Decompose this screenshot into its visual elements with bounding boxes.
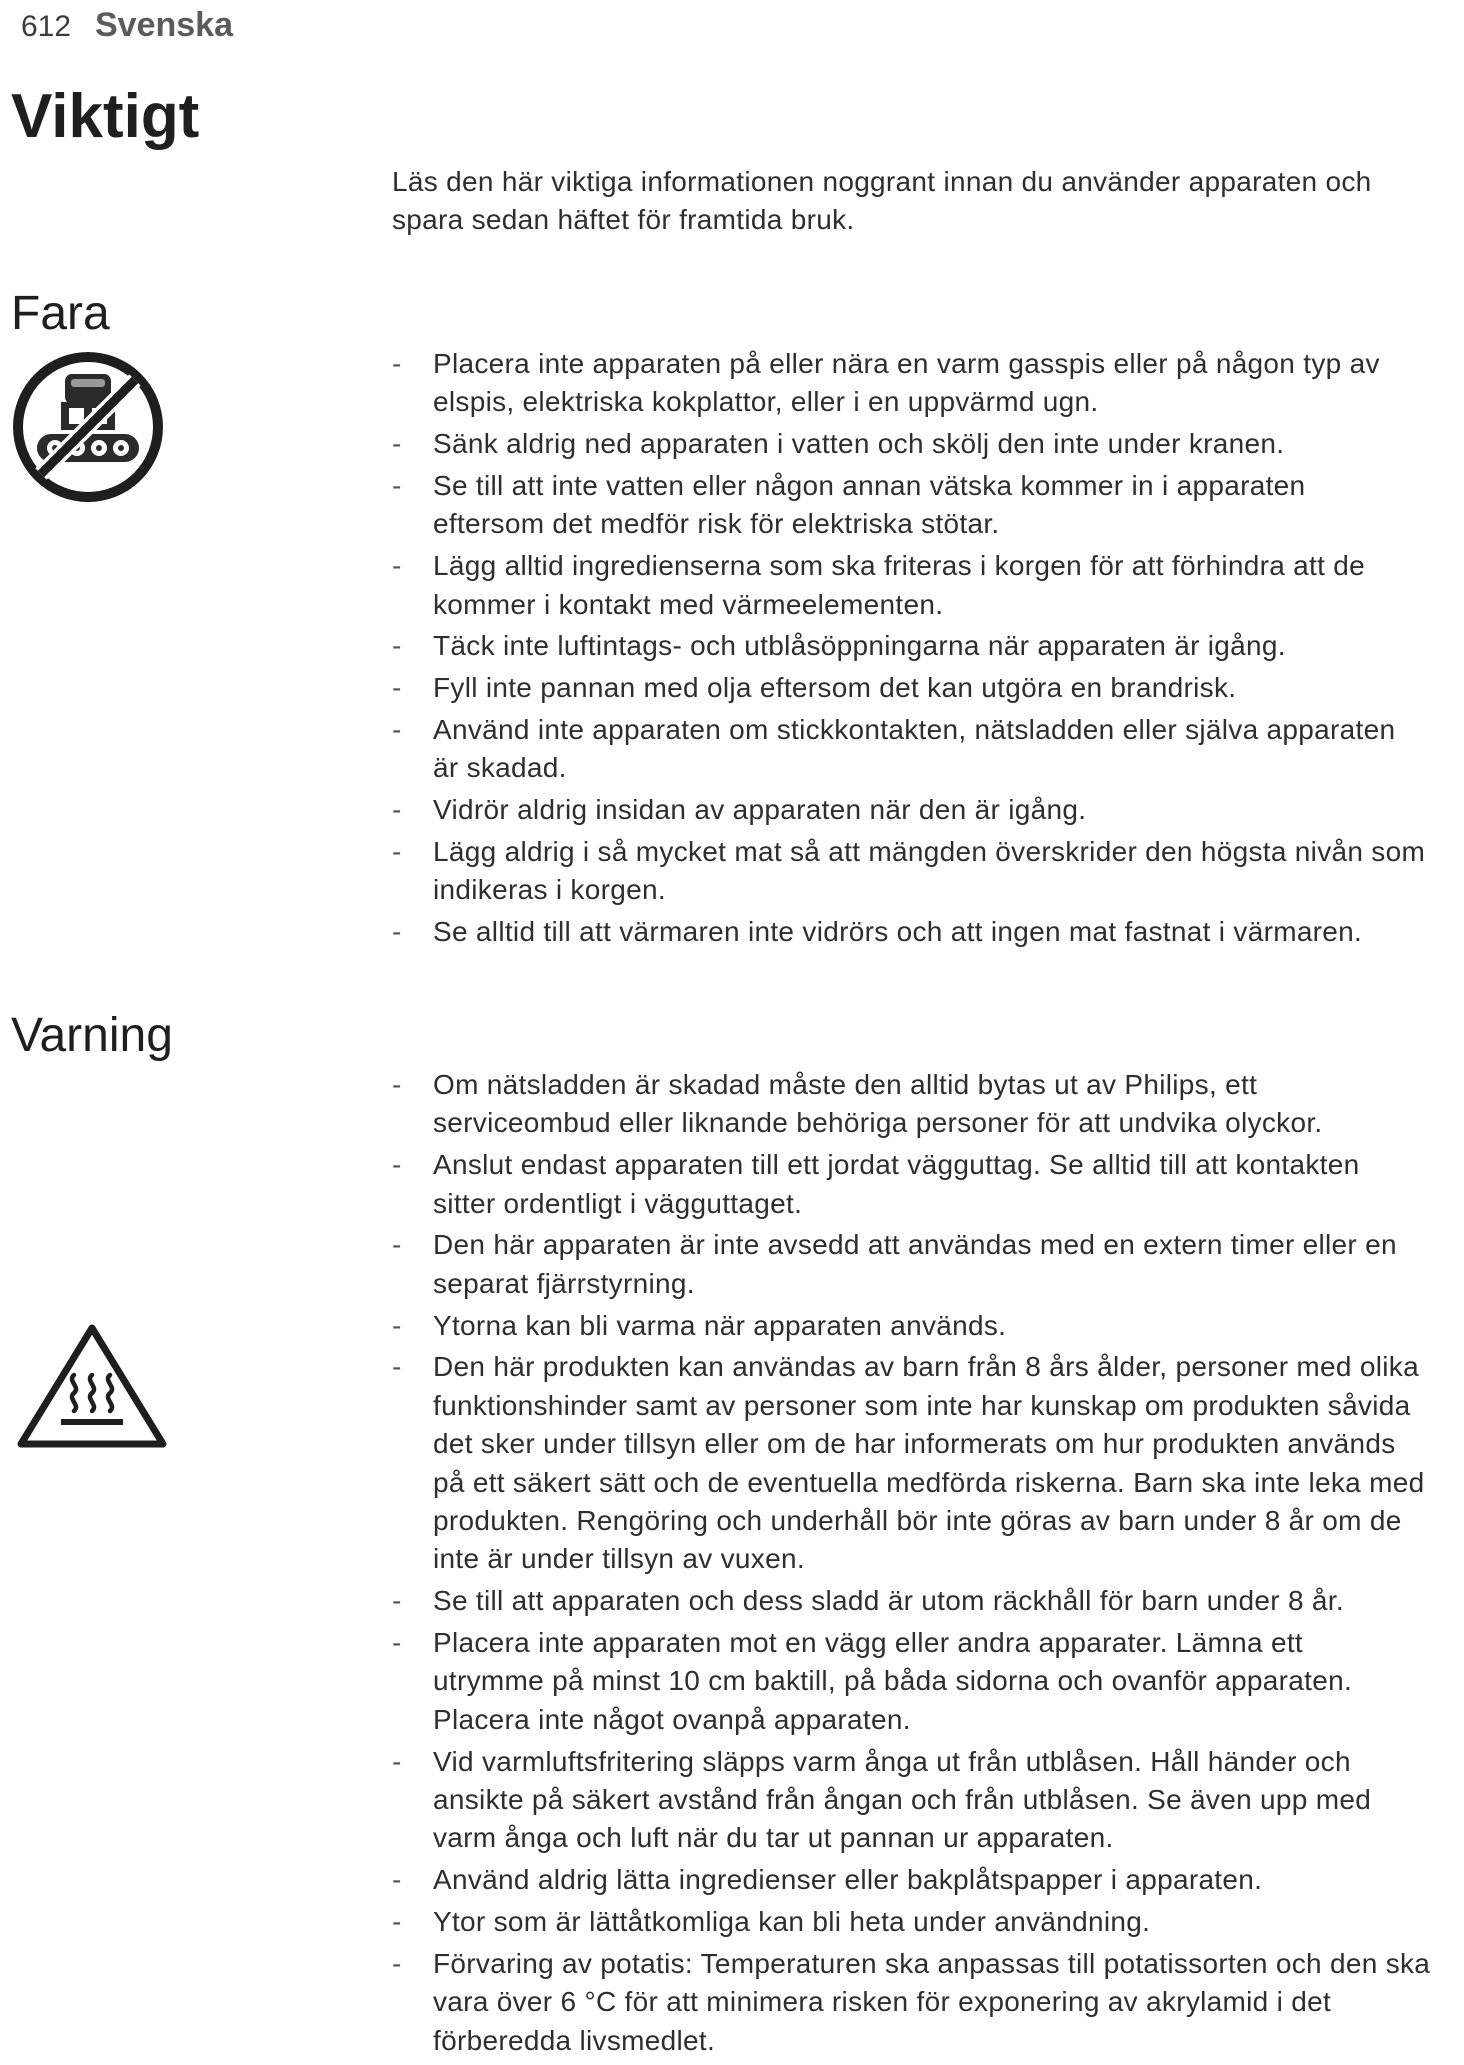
varning-item-line: Placera inte något ovanpå apparaten. bbox=[433, 1703, 911, 1735]
varning-item-3 bbox=[392, 1226, 1458, 1303]
varning-list bbox=[392, 1066, 1458, 2060]
fara-item-line: Se till att inte vatten eller någon annan vätska kommer in i apparaten bbox=[433, 470, 1306, 501]
fara-item-9 bbox=[392, 833, 1458, 910]
fara-item-4 bbox=[392, 547, 1458, 624]
bullet-dash: - bbox=[392, 1627, 402, 1659]
fara-item-1 bbox=[392, 345, 1458, 422]
varning-item-text bbox=[433, 1945, 1458, 2060]
varning-item-text bbox=[433, 1582, 1458, 1620]
varning-item-10 bbox=[392, 1903, 1458, 1941]
varning-item-line: sitter ordentligt i vägguttaget. bbox=[433, 1187, 803, 1219]
fara-item-text bbox=[433, 425, 1458, 463]
fara-item-text bbox=[433, 791, 1458, 829]
fara-item-text bbox=[433, 669, 1458, 707]
intro-line: spara sedan häftet för framtida bruk. bbox=[392, 204, 855, 236]
fara-item-text bbox=[433, 833, 1458, 910]
varning-item-line: Förvaring av potatis: Temperaturen ska anpassas till potatissorten och den ska bbox=[433, 1947, 1431, 1979]
fara-item-line: är skadad. bbox=[433, 752, 567, 784]
no-stovetop-icon bbox=[11, 350, 165, 504]
bullet-dash: - bbox=[392, 794, 402, 826]
fara-item-line: Placera inte apparaten på eller nära en varm gasspis eller på någon typ av bbox=[433, 348, 1380, 379]
fara-item-text bbox=[433, 711, 1458, 788]
section-title-viktigt: Viktigt bbox=[11, 82, 200, 151]
fara-item-text bbox=[433, 913, 1458, 951]
varning-item-line: produkten. Rengöring och underhåll bör inte göras av barn under 8 år om de bbox=[433, 1505, 1402, 1537]
fara-item-text bbox=[433, 467, 1458, 544]
varning-item-line: funktionshinder samt av personer som inte har kunskap om produkten såvida bbox=[433, 1389, 1411, 1421]
bullet-dash: - bbox=[392, 714, 402, 745]
varning-item-line: Den här produkten kan användas av barn från 8 års ålder, personer med olika bbox=[433, 1351, 1419, 1383]
hot-surface-warning-icon bbox=[13, 1319, 171, 1451]
fara-item-line: Vidrör aldrig insidan av apparaten när den är igång. bbox=[433, 794, 1087, 826]
varning-item-5 bbox=[392, 1348, 1458, 1578]
fara-item-8 bbox=[392, 791, 1458, 829]
bullet-dash: - bbox=[392, 1947, 402, 1979]
fara-item-3 bbox=[392, 467, 1458, 544]
fara-item-line: elspis, elektriska kokplattor, eller i en uppvärmd ugn. bbox=[433, 386, 1099, 418]
varning-item-text bbox=[433, 1743, 1458, 1858]
varning-item-line: det sker under tillsyn eller om de har informerats om hur produkten används bbox=[433, 1428, 1396, 1460]
fara-item-line: Fyll inte pannan med olja eftersom det kan utgöra en brandrisk. bbox=[433, 672, 1237, 704]
varning-item-text bbox=[433, 1348, 1458, 1578]
bullet-dash: - bbox=[392, 550, 402, 582]
bullet-dash: - bbox=[392, 348, 402, 379]
varning-item-line: utrymme på minst 10 cm baktill, på båda sidorna och ovanför apparaten. bbox=[433, 1665, 1353, 1697]
section-title-fara: Fara bbox=[11, 287, 110, 340]
varning-item-text bbox=[433, 1307, 1458, 1345]
bullet-dash: - bbox=[392, 1351, 402, 1383]
fara-item-7 bbox=[392, 711, 1458, 788]
varning-item-text bbox=[433, 1903, 1458, 1941]
language-label: Svenska bbox=[95, 6, 233, 44]
bullet-dash: - bbox=[392, 470, 402, 501]
fara-item-text bbox=[433, 547, 1458, 624]
fara-item-2 bbox=[392, 425, 1458, 463]
varning-item-text bbox=[433, 1861, 1458, 1899]
varning-item-line: vara över 6 °C för att minimera risken för exponering av akrylamid i det bbox=[433, 1986, 1332, 2018]
bullet-dash: - bbox=[392, 916, 402, 948]
varning-item-line: Ytorna kan bli varma när apparaten används. bbox=[433, 1309, 1007, 1341]
fara-list bbox=[392, 345, 1458, 952]
varning-item-line: Den här apparaten är inte avsedd att användas med en extern timer eller en bbox=[433, 1229, 1397, 1261]
varning-item-line: separat fjärrstyrning. bbox=[433, 1267, 695, 1299]
fara-item-line: Täck inte luftintags- och utblåsöppningarna när apparaten är igång. bbox=[433, 630, 1286, 662]
varning-item-line: serviceombud eller liknande behöriga personer för att undvika olyckor. bbox=[433, 1107, 1323, 1139]
bullet-dash: - bbox=[392, 1745, 402, 1777]
intro-line: Läs den här viktiga informationen noggrant innan du använder apparaten och bbox=[392, 166, 1372, 197]
bullet-dash: - bbox=[392, 1149, 402, 1181]
varning-item-4 bbox=[392, 1307, 1458, 1345]
fara-item-text bbox=[433, 345, 1458, 422]
bullet-dash: - bbox=[392, 1864, 402, 1896]
bullet-dash: - bbox=[392, 1229, 402, 1261]
fara-item-line: Se alltid till att värmaren inte vidrörs och att ingen mat fastnat i värmaren. bbox=[433, 916, 1363, 948]
bullet-dash: - bbox=[392, 836, 402, 867]
fara-item-text bbox=[433, 627, 1458, 665]
varning-item-line: varm ånga och luft när du tar ut pannan ur apparaten. bbox=[433, 1822, 1114, 1854]
varning-item-line: på ett säkert sätt och de eventuella medförda riskerna. Barn ska inte leka med bbox=[433, 1466, 1425, 1498]
varning-item-line: ansikte på säkert avstånd från ångan och från utblåsen. Se även upp med bbox=[433, 1784, 1372, 1816]
varning-item-line: Se till att apparaten och dess sladd är utom räckhåll för barn under 8 år. bbox=[433, 1585, 1344, 1617]
fara-item-6 bbox=[392, 669, 1458, 707]
bullet-dash: - bbox=[392, 1585, 402, 1617]
varning-item-line: Anslut endast apparaten till ett jordat vägguttag. Se alltid till att kontakten bbox=[433, 1149, 1360, 1181]
varning-item-line: förberedda livsmedlet. bbox=[433, 2024, 716, 2056]
varning-item-text bbox=[433, 1226, 1458, 1303]
fara-item-line: Lägg alltid ingredienserna som ska friteras i korgen för att förhindra att de bbox=[433, 550, 1366, 582]
bullet-dash: - bbox=[392, 1309, 402, 1341]
varning-item-line: Ytor som är lättåtkomliga kan bli heta under användning. bbox=[433, 1906, 1151, 1938]
fara-item-5 bbox=[392, 627, 1458, 665]
varning-item-text bbox=[433, 1624, 1458, 1739]
varning-item-line: Vid varmluftsfritering släpps varm ånga ut från utblåsen. Håll händer och bbox=[433, 1745, 1351, 1777]
page-number: 612 bbox=[21, 10, 72, 43]
varning-item-line: inte är under tillsyn av vuxen. bbox=[433, 1543, 805, 1575]
fara-item-10 bbox=[392, 913, 1458, 951]
fara-item-line: Sänk aldrig ned apparaten i vatten och skölj den inte under kranen. bbox=[433, 428, 1285, 460]
varning-item-6 bbox=[392, 1582, 1458, 1620]
bullet-dash: - bbox=[392, 630, 402, 662]
varning-item-2 bbox=[392, 1146, 1458, 1223]
varning-item-line: Placera inte apparaten mot en vägg eller andra apparater. Lämna ett bbox=[433, 1627, 1303, 1659]
varning-item-11 bbox=[392, 1945, 1458, 2060]
varning-item-1 bbox=[392, 1066, 1458, 1143]
fara-item-line: kommer i kontakt med värmeelementen. bbox=[433, 588, 944, 620]
varning-item-text bbox=[433, 1066, 1458, 1143]
bullet-dash: - bbox=[392, 1069, 402, 1100]
varning-item-9 bbox=[392, 1861, 1458, 1899]
intro-paragraph bbox=[392, 163, 1372, 240]
varning-item-7 bbox=[392, 1624, 1458, 1739]
fara-item-line: Lägg aldrig i så mycket mat så att mängden överskrider den högsta nivån som bbox=[433, 836, 1426, 867]
fara-item-line: indikeras i korgen. bbox=[433, 874, 666, 906]
bullet-dash: - bbox=[392, 428, 402, 460]
varning-item-line: Använd aldrig lätta ingredienser eller bakplåtspapper i apparaten. bbox=[433, 1864, 1263, 1896]
varning-item-line: Om nätsladden är skadad måste den alltid bytas ut av Philips, ett bbox=[433, 1069, 1258, 1100]
fara-item-line: eftersom det medför risk för elektriska stötar. bbox=[433, 508, 1000, 540]
section-title-varning: Varning bbox=[11, 1009, 173, 1062]
varning-item-8 bbox=[392, 1743, 1458, 1858]
fara-item-line: Använd inte apparaten om stickkontakten, nätsladden eller själva apparaten bbox=[433, 714, 1396, 745]
bullet-dash: - bbox=[392, 1906, 402, 1938]
varning-item-text bbox=[433, 1146, 1458, 1223]
bullet-dash: - bbox=[392, 672, 402, 704]
